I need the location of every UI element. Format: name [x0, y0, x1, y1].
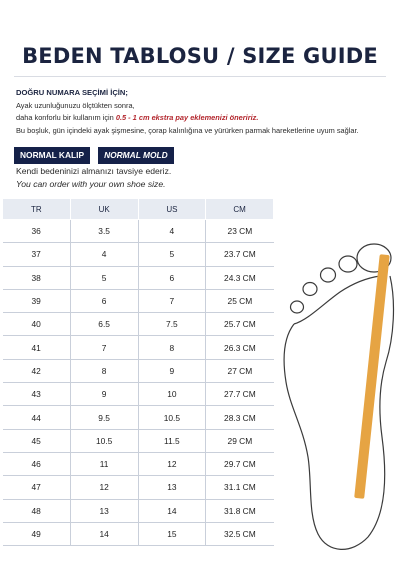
cell-uk: 7 — [70, 336, 138, 359]
cell-tr: 47 — [3, 476, 71, 499]
cell-cm: 31.1 CM — [206, 476, 274, 499]
cell-us: 12 — [138, 452, 206, 475]
cell-uk: 4 — [70, 243, 138, 266]
cell-cm: 29.7 CM — [206, 452, 274, 475]
cell-uk: 9.5 — [70, 406, 138, 429]
size-advice-en: You can order with your own shoe size. — [16, 179, 166, 189]
table-row — [3, 220, 274, 243]
cell-us: 10.5 — [138, 406, 206, 429]
cell-cm: 27 CM — [206, 359, 274, 382]
cell-tr: 49 — [3, 522, 71, 545]
title-divider — [14, 76, 386, 77]
badge-normal-mold: NORMAL MOLD — [98, 147, 174, 164]
cell-tr: 44 — [3, 406, 71, 429]
cell-us: 9 — [138, 359, 206, 382]
cell-uk: 6.5 — [70, 313, 138, 336]
header-us: US — [138, 199, 206, 220]
cell-us: 7 — [138, 289, 206, 312]
cell-cm: 28.3 CM — [206, 406, 274, 429]
table-row — [3, 522, 274, 545]
cell-uk: 3.5 — [70, 220, 138, 243]
cell-cm: 25 CM — [206, 289, 274, 312]
cell-tr: 45 — [3, 429, 71, 452]
cell-cm: 27.7 CM — [206, 383, 274, 406]
cell-uk: 8 — [70, 359, 138, 382]
header-tr: TR — [3, 199, 71, 220]
size-table-header — [3, 199, 274, 220]
cell-cm: 31.8 CM — [206, 499, 274, 522]
cell-tr: 39 — [3, 289, 71, 312]
table-row — [3, 243, 274, 266]
intro-line-1: Ayak uzunluğunuzu ölçtükten sonra, — [16, 100, 135, 110]
cell-tr: 42 — [3, 359, 71, 382]
cell-tr: 46 — [3, 452, 71, 475]
cell-cm: 29 CM — [206, 429, 274, 452]
cell-us: 6 — [138, 266, 206, 289]
cell-tr: 37 — [3, 243, 71, 266]
table-row — [3, 452, 274, 475]
size-table — [2, 198, 274, 546]
cell-us: 5 — [138, 243, 206, 266]
header-uk: UK — [70, 199, 138, 220]
cell-uk: 6 — [70, 289, 138, 312]
cell-uk: 9 — [70, 383, 138, 406]
cell-cm: 26.3 CM — [206, 336, 274, 359]
cell-tr: 36 — [3, 220, 71, 243]
table-row — [3, 289, 274, 312]
cell-uk: 10.5 — [70, 429, 138, 452]
intro-heading: DOĞRU NUMARA SEÇİMİ İÇİN; — [16, 88, 128, 97]
table-row — [3, 383, 274, 406]
cell-uk: 14 — [70, 522, 138, 545]
badge-normal-kalip: NORMAL KALIP — [14, 147, 90, 164]
size-advice-tr: Kendi bedeninizi almanızı tavsiye ederiz. — [16, 166, 172, 176]
cell-tr: 40 — [3, 313, 71, 336]
cell-us: 13 — [138, 476, 206, 499]
cell-us: 15 — [138, 522, 206, 545]
cell-us: 14 — [138, 499, 206, 522]
cell-us: 7.5 — [138, 313, 206, 336]
cell-us: 11.5 — [138, 429, 206, 452]
table-row — [3, 499, 274, 522]
intro-line-3: Bu boşluk, gün içindeki ayak şişmesine, çorap kalınlığına ve yürürken parmak hareketlerine uyum sağlar. — [16, 125, 359, 135]
foot-outline-icon — [268, 242, 398, 562]
page-title: BEDEN TABLOSU / SIZE GUIDE — [22, 44, 378, 68]
cell-us: 10 — [138, 383, 206, 406]
cell-cm: 24.3 CM — [206, 266, 274, 289]
table-row — [3, 476, 274, 499]
cell-tr: 43 — [3, 383, 71, 406]
cell-tr: 38 — [3, 266, 71, 289]
table-row — [3, 313, 274, 336]
table-row — [3, 429, 274, 452]
cell-cm: 23 CM — [206, 220, 274, 243]
cell-us: 4 — [138, 220, 206, 243]
cell-uk: 12 — [70, 476, 138, 499]
cell-cm: 25.7 CM — [206, 313, 274, 336]
cell-tr: 48 — [3, 499, 71, 522]
cell-uk: 11 — [70, 452, 138, 475]
intro-highlight: 0.5 - 1 cm ekstra pay eklemenizi öneririz. — [115, 113, 259, 123]
cell-uk: 13 — [70, 499, 138, 522]
intro-text — [16, 87, 392, 137]
table-row — [3, 359, 274, 382]
cell-tr: 41 — [3, 336, 71, 359]
intro-line-2-text: daha konforlu bir kullanım için — [16, 113, 116, 123]
cell-us: 8 — [138, 336, 206, 359]
table-row — [3, 406, 274, 429]
header-cm: CM — [206, 199, 274, 220]
table-row — [3, 336, 274, 359]
intro-line-2 — [16, 112, 392, 125]
table-row — [3, 266, 274, 289]
mold-badges — [14, 147, 174, 164]
cell-cm: 32.5 CM — [206, 522, 274, 545]
cell-uk: 5 — [70, 266, 138, 289]
cell-cm: 23.7 CM — [206, 243, 274, 266]
